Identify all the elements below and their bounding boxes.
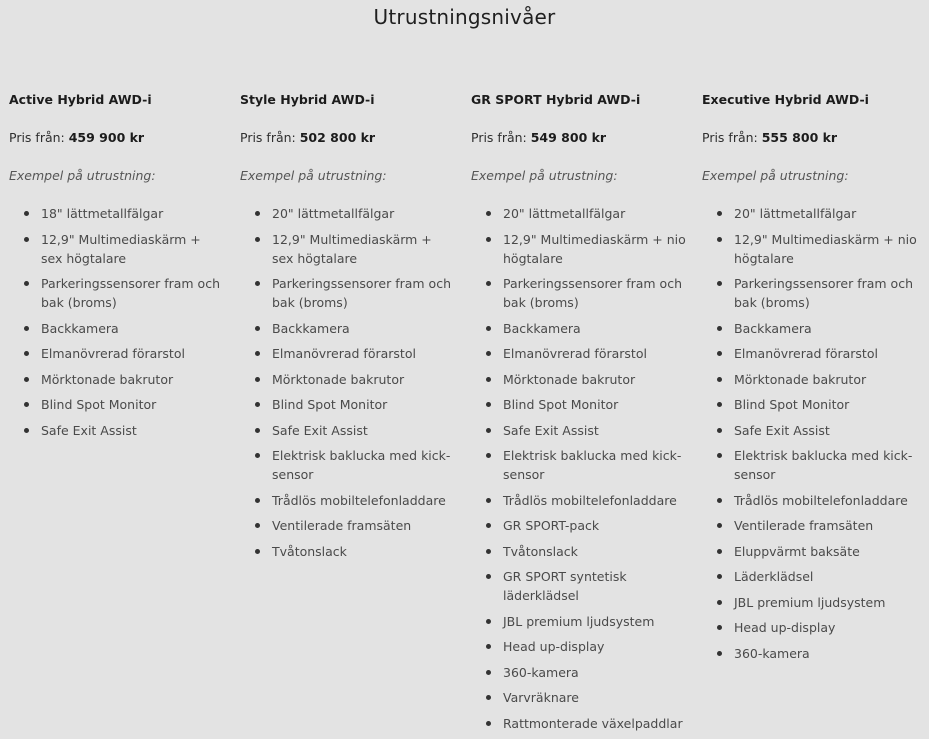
bullet-icon (24, 326, 29, 331)
feature-text: Varvräknare (503, 690, 579, 705)
bullet-icon (717, 600, 722, 605)
feature-list-item (702, 491, 917, 510)
feature-text: Elektrisk baklucka med kick-sensor (734, 448, 913, 482)
feature-list-item (9, 395, 224, 414)
feature-text: 20" lättmetallfälgar (734, 206, 857, 221)
equipment-level-column (240, 91, 455, 567)
bullet-icon (255, 498, 260, 503)
feature-text: Safe Exit Assist (503, 422, 599, 438)
bullet-icon (255, 326, 260, 331)
feature-list (702, 204, 917, 663)
feature-text: Parkeringssensorer fram och bak (broms) (272, 276, 451, 310)
bullet-icon (717, 402, 722, 407)
example-equipment-label: Exempel på utrustning: (471, 168, 618, 183)
bullet-icon (24, 281, 29, 286)
feature-text: Parkeringssensorer fram och bak (broms) (503, 276, 682, 310)
feature-list-item (471, 395, 686, 414)
feature-list-item (9, 370, 224, 389)
feature-text: Safe Exit Assist (41, 422, 137, 438)
level-name: Executive Hybrid AWD-i (702, 92, 869, 107)
feature-text: Blind Spot Monitor (734, 397, 850, 412)
feature-text: 360-kamera (734, 645, 810, 661)
bullet-icon (486, 574, 491, 579)
feature-text: Elmanövrerad förarstol (734, 346, 878, 361)
bullet-icon (717, 237, 722, 242)
price-label: Pris från: (240, 130, 296, 145)
bullet-icon (717, 351, 722, 356)
feature-list-item (240, 230, 455, 268)
bullet-icon (717, 651, 722, 656)
equipment-level-column (9, 91, 224, 446)
feature-text: Parkeringssensorer fram och bak (broms) (41, 276, 220, 310)
bullet-icon (486, 695, 491, 700)
bullet-icon (486, 281, 491, 286)
feature-text: Trådlös mobiltelefonladdare (503, 492, 677, 508)
bullet-icon (486, 619, 491, 624)
feature-text: 18" lättmetallfälgar (41, 206, 164, 221)
bullet-icon (486, 523, 491, 528)
example-equipment-label: Exempel på utrustning: (240, 168, 387, 183)
equipment-level-column (702, 91, 917, 669)
bullet-icon (717, 377, 722, 382)
bullet-icon (486, 453, 491, 458)
feature-list-item (240, 319, 455, 338)
bullet-icon (486, 211, 491, 216)
feature-list-item (702, 204, 917, 223)
example-equipment-label: Exempel på utrustning: (9, 168, 156, 183)
feature-text: GR SPORT syntetisk läderklädsel (503, 569, 627, 603)
bullet-icon (486, 644, 491, 649)
feature-list-item (471, 637, 686, 656)
bullet-icon (255, 237, 260, 242)
price-amount: 549 800 kr (530, 130, 607, 145)
feature-text: Eluppvärmt baksäte (734, 543, 860, 559)
feature-list-item (471, 612, 686, 631)
feature-list-item (471, 714, 686, 733)
feature-list-item (702, 421, 917, 440)
feature-list-item (471, 421, 686, 440)
bullet-icon (486, 237, 491, 242)
bullet-icon (255, 453, 260, 458)
feature-text: 12,9" Multimediaskärm + nio högtalare (503, 231, 686, 266)
feature-list-item (702, 644, 917, 663)
bullet-icon (24, 402, 29, 407)
feature-list-item (471, 542, 686, 561)
bullet-icon (486, 498, 491, 503)
bullet-icon (717, 281, 722, 286)
level-price-row (240, 129, 455, 147)
feature-text: Läderklädsel (734, 569, 814, 584)
feature-list (9, 204, 224, 440)
bullet-icon (24, 428, 29, 433)
bullet-icon (255, 523, 260, 528)
equipment-level-column (471, 91, 686, 739)
bullet-icon (717, 574, 722, 579)
bullet-icon (24, 211, 29, 216)
bullet-icon (486, 428, 491, 433)
example-equipment-label: Exempel på utrustning: (702, 168, 849, 183)
feature-text: Head up-display (734, 620, 836, 635)
bullet-icon (486, 721, 491, 726)
feature-list (471, 204, 686, 733)
bullet-icon (486, 351, 491, 356)
feature-text: Trådlös mobiltelefonladdare (272, 492, 446, 508)
feature-text: Blind Spot Monitor (41, 397, 157, 412)
feature-list-item (240, 274, 455, 312)
feature-text: Elektrisk baklucka med kick-sensor (503, 448, 682, 482)
feature-text: JBL premium ljudsystem (734, 594, 886, 610)
price-amount: 459 900 kr (68, 130, 145, 145)
feature-list-item (9, 204, 224, 223)
feature-list-item (471, 516, 686, 535)
feature-list (240, 204, 455, 561)
bullet-icon (717, 428, 722, 433)
feature-list-item (471, 274, 686, 312)
bullet-icon (717, 523, 722, 528)
feature-text: Safe Exit Assist (734, 422, 830, 438)
bullet-icon (255, 281, 260, 286)
bullet-icon (717, 211, 722, 216)
bullet-icon (24, 377, 29, 382)
feature-text: Mörktonade bakrutor (734, 371, 867, 387)
bullet-icon (486, 326, 491, 331)
feature-text: 12,9" Multimediaskärm + sex högtalare (41, 231, 201, 266)
feature-list-item (9, 421, 224, 440)
feature-list-item (240, 491, 455, 510)
feature-text: Ventilerade framsäten (272, 518, 412, 533)
level-price-row (471, 129, 686, 147)
feature-text: Backkamera (272, 320, 350, 336)
feature-list-item (702, 395, 917, 414)
feature-text: Backkamera (734, 320, 812, 336)
feature-list-item (9, 230, 224, 268)
bullet-icon (255, 428, 260, 433)
feature-text: Elmanövrerad förarstol (41, 346, 185, 361)
page-title: Utrustningsnivåer (373, 5, 556, 29)
price-label: Pris från: (471, 130, 527, 145)
level-name: Active Hybrid AWD-i (9, 92, 152, 107)
feature-text: Trådlös mobiltelefonladdare (734, 492, 908, 508)
bullet-icon (717, 625, 722, 630)
feature-list-item (702, 230, 917, 268)
bullet-icon (255, 351, 260, 356)
feature-text: Elmanövrerad förarstol (503, 346, 647, 361)
feature-text: 20" lättmetallfälgar (272, 206, 395, 221)
feature-list-item (240, 446, 455, 484)
feature-text: Parkeringssensorer fram och bak (broms) (734, 276, 913, 310)
bullet-icon (717, 326, 722, 331)
feature-list-item (9, 274, 224, 312)
feature-list-item (471, 688, 686, 707)
bullet-icon (255, 402, 260, 407)
feature-text: Tvåtonslack (503, 543, 578, 559)
feature-text: Head up-display (503, 639, 605, 654)
level-name: GR SPORT Hybrid AWD-i (471, 92, 641, 107)
price-amount: 555 800 kr (761, 130, 838, 145)
price-label: Pris från: (702, 130, 758, 145)
feature-list-item (702, 542, 917, 561)
bullet-icon (24, 237, 29, 242)
feature-text: 12,9" Multimediaskärm + sex högtalare (272, 231, 432, 266)
feature-list-item (702, 344, 917, 363)
feature-text: GR SPORT-pack (503, 518, 600, 533)
feature-text: Blind Spot Monitor (503, 397, 619, 412)
feature-list-item (702, 319, 917, 338)
feature-text: Rattmonterade växelpaddlar (503, 715, 683, 731)
feature-list-item (471, 344, 686, 363)
feature-text: Elmanövrerad förarstol (272, 346, 416, 361)
feature-list-item (471, 491, 686, 510)
level-name: Style Hybrid AWD-i (240, 92, 375, 107)
feature-list-item (702, 274, 917, 312)
bullet-icon (255, 549, 260, 554)
level-price-row (9, 129, 224, 147)
feature-text: Backkamera (41, 320, 119, 336)
feature-list-item (471, 204, 686, 223)
feature-text: Safe Exit Assist (272, 422, 368, 438)
bullet-icon (486, 402, 491, 407)
feature-list-item (702, 370, 917, 389)
feature-list-item (240, 516, 455, 535)
feature-text: Mörktonade bakrutor (503, 371, 636, 387)
feature-list-item (702, 446, 917, 484)
feature-list-item (471, 446, 686, 484)
bullet-icon (717, 549, 722, 554)
feature-list-item (240, 421, 455, 440)
feature-list-item (702, 516, 917, 535)
feature-list-item (471, 370, 686, 389)
feature-text: Blind Spot Monitor (272, 397, 388, 412)
bullet-icon (486, 377, 491, 382)
feature-text: 360-kamera (503, 664, 579, 680)
feature-list-item (471, 663, 686, 682)
feature-text: Mörktonade bakrutor (272, 371, 405, 387)
bullet-icon (255, 211, 260, 216)
feature-text: Backkamera (503, 320, 581, 336)
feature-list-item (240, 395, 455, 414)
feature-text: Tvåtonslack (272, 543, 347, 559)
feature-text: 20" lättmetallfälgar (503, 206, 626, 221)
feature-list-item (240, 542, 455, 561)
bullet-icon (24, 351, 29, 356)
feature-list-item (240, 344, 455, 363)
feature-list-item (240, 204, 455, 223)
feature-text: Ventilerade framsäten (734, 518, 874, 533)
feature-list-item (9, 344, 224, 363)
feature-list-item (9, 319, 224, 338)
feature-text: 12,9" Multimediaskärm + nio högtalare (734, 231, 917, 266)
feature-list-item (471, 567, 686, 605)
price-amount: 502 800 kr (299, 130, 376, 145)
feature-list-item (702, 618, 917, 637)
bullet-icon (486, 549, 491, 554)
feature-text: Mörktonade bakrutor (41, 371, 174, 387)
feature-list-item (702, 593, 917, 612)
bullet-icon (717, 498, 722, 503)
feature-text: Elektrisk baklucka med kick-sensor (272, 448, 451, 482)
feature-list-item (471, 319, 686, 338)
feature-list-item (471, 230, 686, 268)
price-label: Pris från: (9, 130, 65, 145)
bullet-icon (255, 377, 260, 382)
feature-text: JBL premium ljudsystem (503, 613, 655, 629)
bullet-icon (486, 670, 491, 675)
bullet-icon (717, 453, 722, 458)
feature-list-item (240, 370, 455, 389)
level-price-row (702, 129, 917, 147)
feature-list-item (702, 567, 917, 586)
